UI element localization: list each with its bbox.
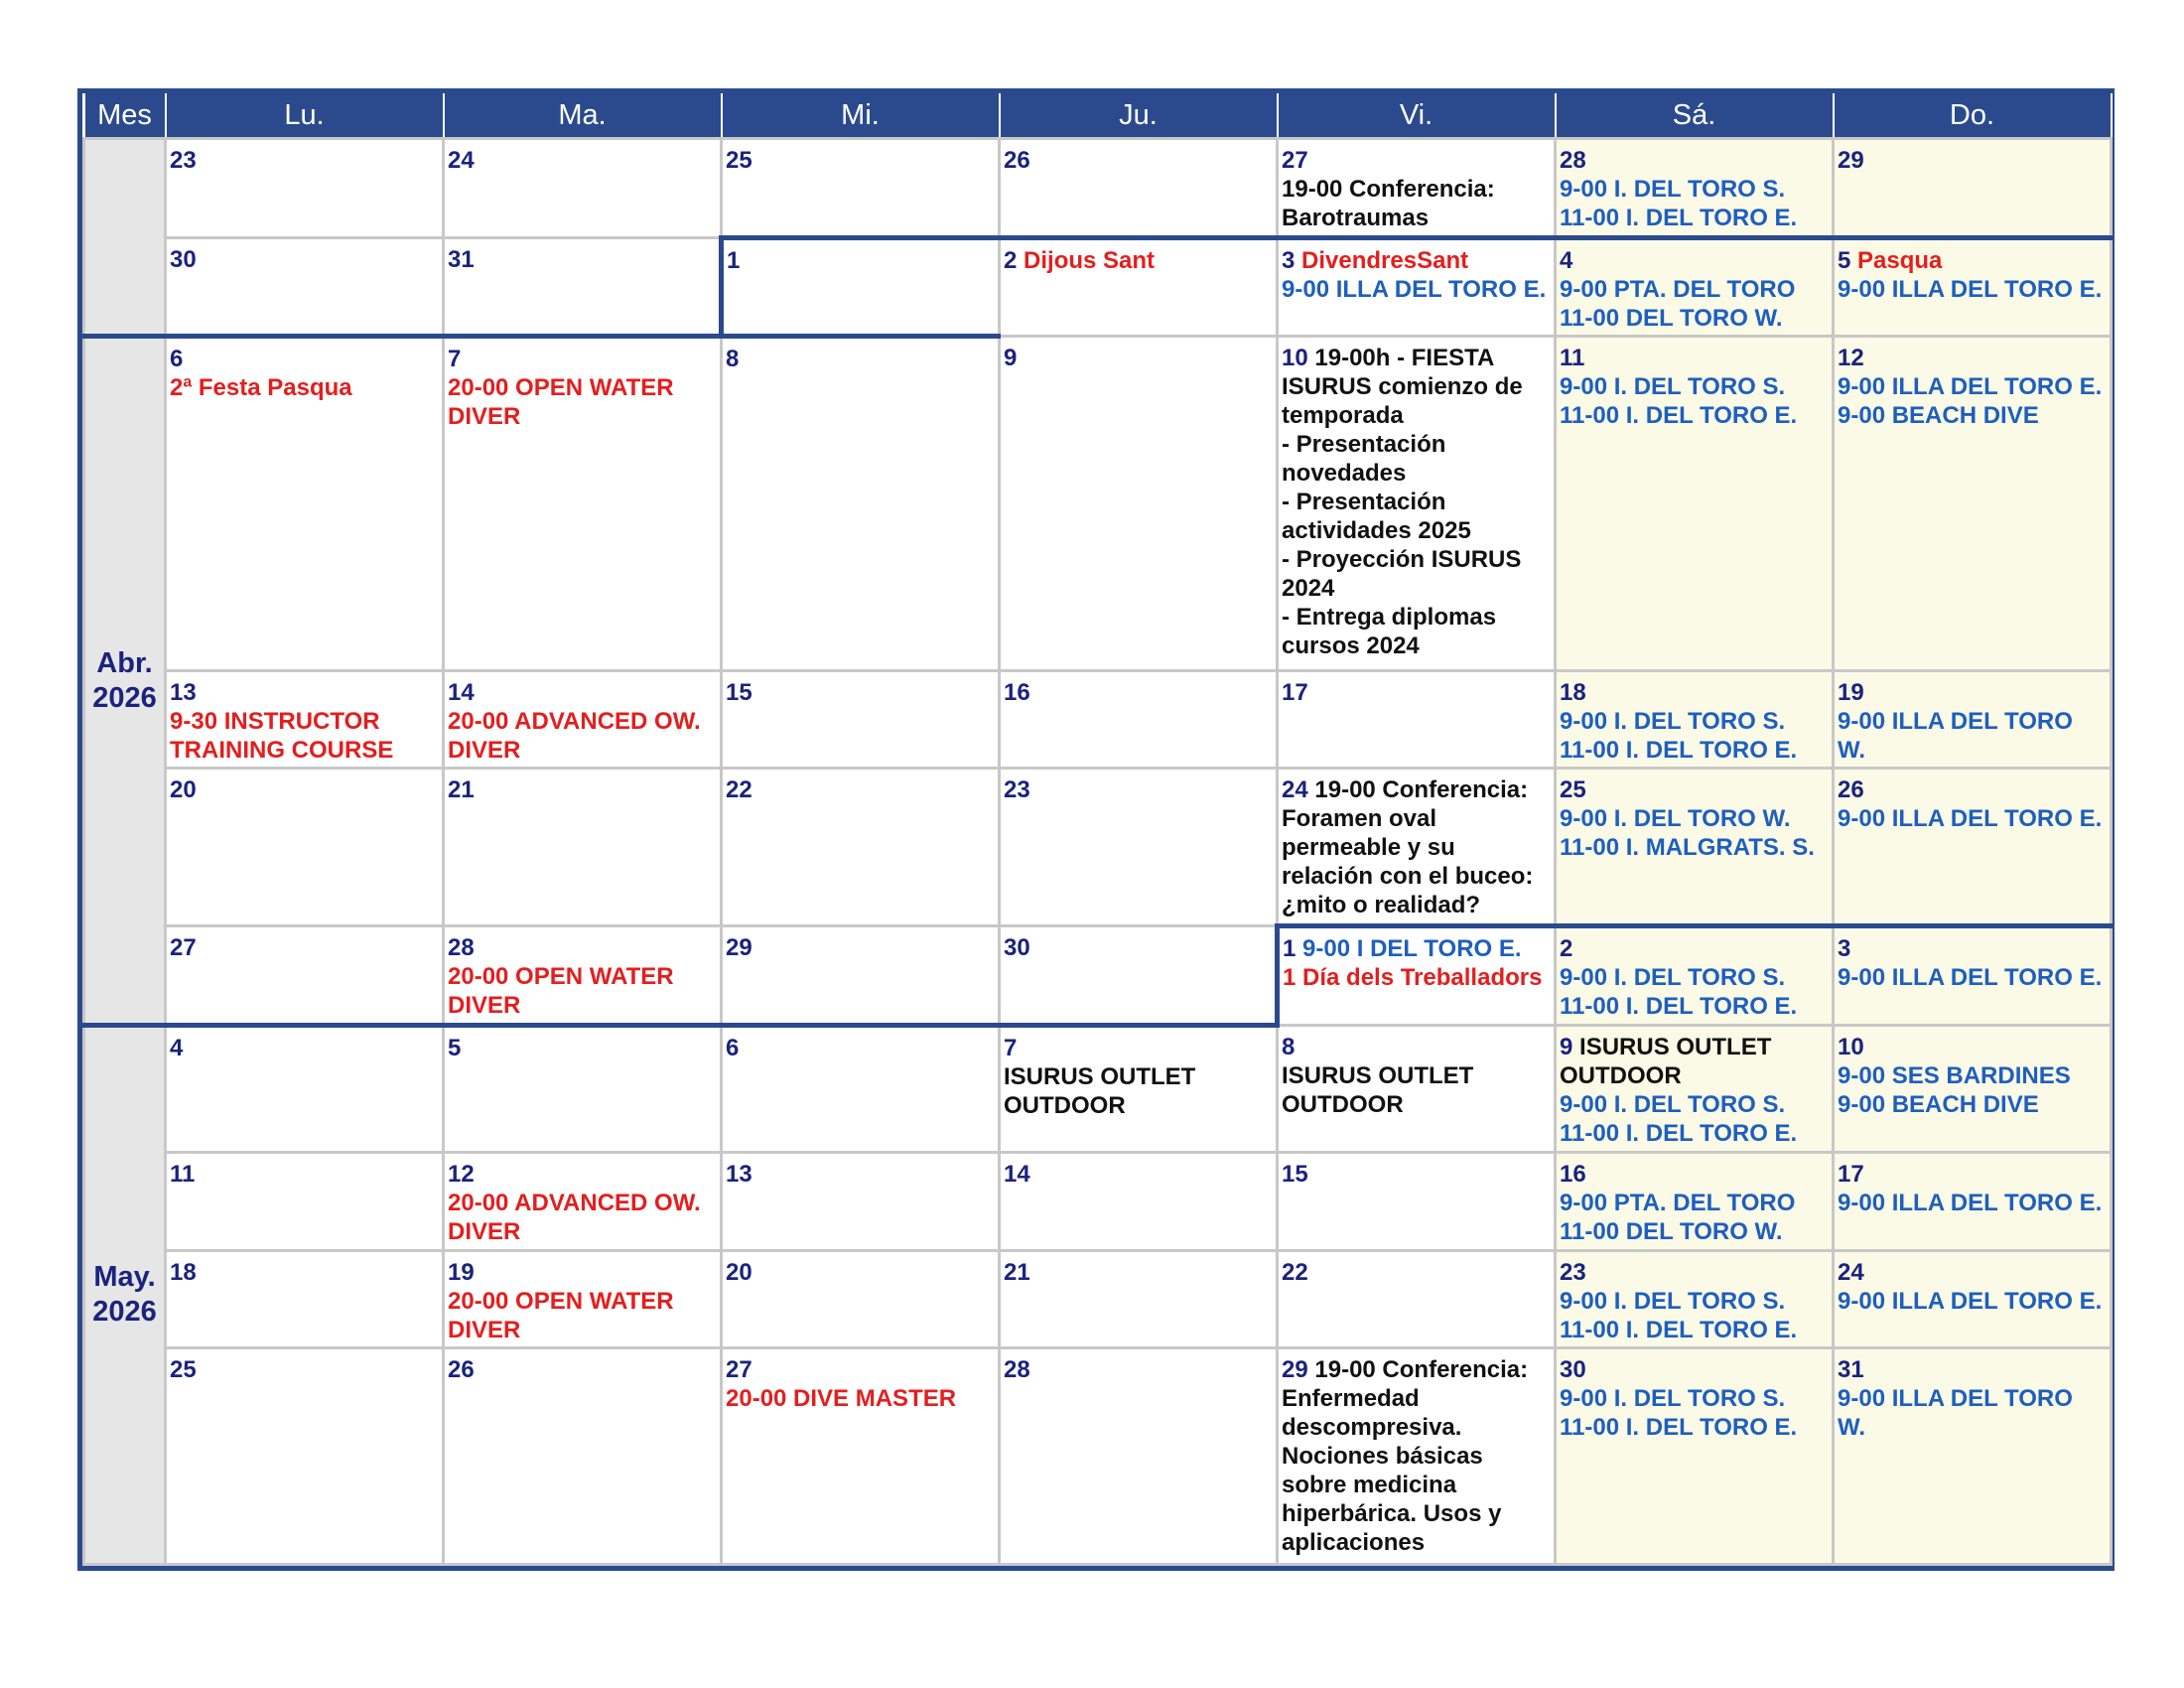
day-number: 25	[726, 147, 752, 174]
week-row	[84, 1025, 2112, 1152]
day-cell[interactable]	[1000, 1348, 1278, 1565]
day-cell[interactable]	[1278, 1250, 1556, 1348]
day-number: 6	[170, 346, 184, 373]
event-line: ISURUS OUTLET OUTDOOR	[1282, 1061, 1474, 1118]
event-line: 11-00 DEL TORO W.	[1560, 1218, 1783, 1246]
day-number: 23	[170, 147, 197, 174]
event-line: 20-00 OPEN WATER DIVER	[448, 963, 674, 1020]
day-number: 5	[448, 1034, 462, 1061]
event-line: 19-00 Conferencia: Barotraumas	[1282, 176, 1495, 231]
day-cell[interactable]	[1556, 237, 1834, 337]
day-cell[interactable]	[166, 769, 444, 926]
week-row	[84, 139, 2112, 238]
event-line: 9-00 I. DEL TORO S.	[1560, 1090, 1786, 1118]
day-cell[interactable]	[444, 337, 722, 671]
month-label-may	[84, 1025, 166, 1564]
day-number: 7	[1004, 1034, 1018, 1061]
day-number: 22	[726, 776, 752, 804]
event-line: 9-00 PTA. DEL TORO	[1560, 1190, 1796, 1217]
day-cell[interactable]	[1000, 1250, 1278, 1348]
event-line: 11-00 I. DEL TORO E.	[1560, 1316, 1798, 1343]
day-cell[interactable]	[1556, 1348, 1834, 1565]
day-cell[interactable]	[1278, 139, 1556, 238]
day-number: 29	[726, 934, 752, 962]
event-inline: 19-00 Conferencia: Enfermedad descompresiva. Nociones básicas sobre medicina hiperbárica. Usos y aplicaciones	[1282, 1356, 1529, 1557]
week-row	[84, 337, 2112, 671]
day-number: 10	[1838, 1033, 1864, 1060]
day-cell[interactable]	[1556, 139, 1834, 238]
day-cell[interactable]	[166, 926, 444, 1026]
event-inline: 9-00 I DEL TORO E.	[1302, 935, 1522, 963]
day-number: 26	[448, 1356, 475, 1384]
day-cell[interactable]	[1834, 926, 2112, 1026]
day-number: 4	[1560, 246, 1573, 274]
day-cell[interactable]	[444, 670, 722, 769]
week-row	[84, 670, 2112, 769]
day-number: 7	[448, 346, 462, 373]
day-cell[interactable]	[1278, 237, 1556, 337]
header-thursday: Ju.	[1000, 93, 1278, 139]
day-cell[interactable]	[722, 926, 1000, 1026]
event-line: 9-00 I. DEL TORO S.	[1560, 707, 1786, 735]
day-number: 29	[1282, 1356, 1308, 1384]
event-inline: Dijous Sant	[1024, 246, 1156, 274]
event-line: 11-00 I. DEL TORO E.	[1560, 1414, 1798, 1442]
event-line: ISURUS OUTLET OUTDOOR	[1004, 1062, 1196, 1119]
day-cell[interactable]	[1278, 926, 1556, 1026]
day-cell[interactable]	[166, 1153, 444, 1251]
day-number: 1	[1283, 935, 1297, 963]
day-number: 26	[1004, 147, 1030, 174]
day-number: 27	[726, 1356, 752, 1384]
event-line: 20-00 OPEN WATER DIVER	[448, 374, 674, 431]
day-number: 25	[1560, 776, 1586, 804]
day-cell[interactable]	[722, 670, 1000, 769]
day-cell[interactable]	[1834, 237, 2112, 337]
event-line: 9-00 I. DEL TORO S.	[1560, 373, 1786, 401]
day-cell[interactable]	[722, 1250, 1000, 1348]
day-number: 4	[170, 1034, 184, 1061]
day-number: 24	[448, 147, 475, 174]
day-number: 29	[1838, 147, 1864, 174]
event-line: 9-00 I. DEL TORO W.	[1560, 805, 1791, 833]
day-number: 15	[726, 678, 752, 706]
header-saturday: Sá.	[1556, 93, 1834, 139]
event-line: 20-00 DIVE MASTER	[726, 1385, 957, 1413]
event-line: 2ª Festa Pasqua	[170, 374, 352, 402]
day-cell[interactable]	[1278, 337, 1556, 671]
header-wednesday: Mi.	[722, 93, 1000, 139]
day-number: 20	[170, 776, 197, 804]
day-number: 1	[727, 246, 741, 274]
day-number: 28	[1560, 147, 1586, 174]
event-line: 1 Día dels Treballadors	[1283, 964, 1543, 992]
day-number: 12	[1838, 345, 1864, 372]
day-number: 28	[448, 934, 475, 962]
day-number: 26	[1838, 776, 1864, 804]
day-cell[interactable]	[166, 670, 444, 769]
day-number: 3	[1282, 246, 1296, 274]
event-line: 20-00 ADVANCED OW. DIVER	[448, 707, 701, 764]
event-line: 11-00 I. DEL TORO E.	[1560, 736, 1798, 764]
day-number: 8	[726, 346, 740, 373]
day-number: 9	[1560, 1033, 1573, 1060]
header-mes: Mes	[84, 93, 166, 139]
day-number: 23	[1004, 776, 1030, 804]
event-line: 9-00 ILLA DEL TORO W.	[1838, 1385, 2073, 1442]
day-cell[interactable]	[1000, 1153, 1278, 1251]
day-cell[interactable]	[1834, 139, 2112, 238]
event-line: 9-00 ILLA DEL TORO E.	[1838, 1190, 2103, 1217]
day-cell[interactable]	[1834, 1153, 2112, 1251]
day-cell[interactable]	[1000, 769, 1278, 926]
event-inline: 19-00h - FIESTA ISURUS comienzo de temporada	[1282, 345, 1523, 430]
day-number: 2	[1560, 935, 1573, 963]
week-row	[84, 237, 2112, 337]
day-number: 20	[726, 1258, 752, 1286]
day-cell[interactable]	[444, 1025, 722, 1152]
day-cell[interactable]	[1000, 337, 1278, 671]
day-cell[interactable]	[166, 1250, 444, 1348]
day-cell[interactable]	[444, 926, 722, 1026]
day-cell[interactable]	[444, 1250, 722, 1348]
month-label-line: May.	[93, 1261, 156, 1294]
day-number: 28	[1004, 1356, 1030, 1384]
day-number: 3	[1838, 935, 1851, 963]
day-cell[interactable]	[166, 139, 444, 238]
week-row	[84, 926, 2112, 1026]
day-cell[interactable]	[1278, 1153, 1556, 1251]
event-line: 11-00 I. DEL TORO E.	[1560, 205, 1798, 231]
day-cell[interactable]	[1834, 337, 2112, 671]
event-line: - Presentación novedades	[1282, 431, 1446, 488]
event-line: 9-00 I. DEL TORO S.	[1560, 1385, 1786, 1413]
day-number: 27	[1282, 147, 1308, 174]
day-cell[interactable]	[1834, 1250, 2112, 1348]
day-cell[interactable]	[1834, 670, 2112, 769]
event-line: 9-00 ILLA DEL TORO E.	[1838, 964, 2103, 992]
day-number: 21	[448, 776, 475, 804]
event-line: 9-00 I. DEL TORO S.	[1560, 176, 1786, 203]
event-line: 11-00 DEL TORO W.	[1560, 304, 1783, 332]
day-cell[interactable]	[1000, 1025, 1278, 1152]
header-tuesday: Ma.	[444, 93, 722, 139]
day-cell[interactable]	[1834, 1025, 2112, 1152]
event-line: - Presentación actividades 2025	[1282, 489, 1471, 545]
event-line: 9-00 ILLA DEL TORO W.	[1838, 707, 2073, 764]
day-cell[interactable]	[444, 237, 722, 337]
day-cell[interactable]	[722, 1153, 1000, 1251]
event-line: 9-00 ILLA DEL TORO E.	[1838, 805, 2103, 833]
day-number: 10	[1282, 345, 1308, 372]
day-cell[interactable]	[1278, 769, 1556, 926]
event-inline: Pasqua	[1857, 246, 1943, 274]
day-number: 11	[170, 1161, 196, 1189]
day-cell[interactable]	[444, 139, 722, 238]
week-row	[84, 769, 2112, 926]
day-cell[interactable]	[166, 1025, 444, 1152]
day-number: 30	[170, 245, 197, 273]
month-label-line: 2026	[92, 681, 157, 714]
day-number: 22	[1282, 1258, 1308, 1286]
month-cell-blank	[84, 139, 166, 337]
day-number: 9	[1004, 345, 1018, 372]
event-line: 9-30 INSTRUCTOR TRAINING COURSE	[170, 707, 394, 764]
event-line: 11-00 I. DEL TORO E.	[1560, 402, 1798, 430]
calendar-table	[82, 93, 2113, 1566]
event-line: 11-00 I. DEL TORO E.	[1560, 1119, 1798, 1147]
day-cell[interactable]	[1556, 1250, 1834, 1348]
event-line: 9-00 I. DEL TORO S.	[1560, 964, 1786, 992]
day-number: 30	[1560, 1356, 1586, 1384]
day-number: 8	[1282, 1033, 1296, 1060]
day-number: 13	[170, 678, 197, 706]
day-cell[interactable]	[1556, 337, 1834, 671]
day-cell[interactable]	[1000, 670, 1278, 769]
day-cell[interactable]	[444, 1348, 722, 1565]
month-label-line: Abr.	[96, 646, 153, 679]
day-cell[interactable]	[1556, 926, 1834, 1026]
day-number: 6	[726, 1034, 740, 1061]
day-number: 5	[1838, 246, 1851, 274]
event-inline: ISURUS OUTLET OUTDOOR	[1560, 1033, 1772, 1089]
event-line: - Entrega diplomas cursos 2024	[1282, 604, 1497, 660]
day-number: 17	[1838, 1161, 1864, 1189]
day-cell[interactable]	[722, 139, 1000, 238]
day-cell[interactable]	[166, 237, 444, 337]
event-line: 9-00 PTA. DEL TORO	[1560, 275, 1796, 303]
day-number: 13	[726, 1161, 752, 1189]
event-line: 9-00 ILLA DEL TORO E.	[1282, 275, 1547, 303]
day-number: 2	[1004, 246, 1018, 274]
day-cell[interactable]	[1000, 237, 1278, 337]
event-line: 9-00 ILLA DEL TORO E.	[1838, 1287, 2103, 1315]
day-number: 27	[170, 934, 197, 962]
day-number: 19	[1838, 678, 1864, 706]
day-number: 16	[1004, 678, 1030, 706]
header-monday: Lu.	[166, 93, 444, 139]
month-label-line: 2026	[92, 1296, 157, 1329]
event-line: 9-00 ILLA DEL TORO E.	[1838, 373, 2103, 401]
day-cell[interactable]	[166, 1348, 444, 1565]
day-cell[interactable]	[722, 1348, 1000, 1565]
day-number: 11	[1560, 345, 1585, 372]
day-cell[interactable]	[1278, 1025, 1556, 1152]
day-cell[interactable]	[1000, 139, 1278, 238]
day-cell[interactable]	[1278, 1348, 1556, 1565]
day-number: 31	[448, 245, 475, 273]
event-line: 20-00 OPEN WATER DIVER	[448, 1287, 674, 1343]
event-line: - Proyección ISURUS 2024	[1282, 546, 1522, 603]
day-cell[interactable]	[1834, 1348, 2112, 1565]
day-cell[interactable]	[1556, 1025, 1834, 1152]
day-number: 17	[1282, 678, 1308, 706]
day-cell[interactable]	[722, 769, 1000, 926]
week-row	[84, 1153, 2112, 1251]
calendar-frame	[77, 88, 2115, 1571]
week-row	[84, 1250, 2112, 1348]
week-row	[84, 1348, 2112, 1565]
day-cell[interactable]	[1556, 670, 1834, 769]
day-number: 12	[448, 1161, 475, 1189]
day-cell[interactable]	[722, 337, 1000, 671]
event-line: 9-00 BEACH DIVE	[1838, 402, 2039, 430]
day-number: 24	[1282, 776, 1308, 804]
event-inline: DivendresSant	[1301, 246, 1469, 274]
event-line: 9-00 BEACH DIVE	[1838, 1090, 2039, 1118]
day-cell[interactable]	[722, 237, 1000, 337]
day-number: 18	[1560, 678, 1586, 706]
day-cell[interactable]	[1278, 670, 1556, 769]
event-line: 20-00 ADVANCED OW. DIVER	[448, 1190, 701, 1246]
day-cell[interactable]	[444, 1153, 722, 1251]
header-sunday: Do.	[1834, 93, 2112, 139]
event-line: 9-00 SES BARDINES	[1838, 1061, 2071, 1089]
event-line: 11-00 I. DEL TORO E.	[1560, 993, 1798, 1021]
event-inline: 19-00 Conferencia: Foramen oval permeable y su relación con el buceo: ¿mito o realidad?	[1282, 776, 1534, 919]
day-number: 16	[1560, 1161, 1586, 1189]
header-friday: Vi.	[1278, 93, 1556, 139]
day-number: 30	[1004, 934, 1030, 962]
month-label-abr	[84, 337, 166, 1026]
day-cell[interactable]	[722, 1025, 1000, 1152]
day-number: 18	[170, 1258, 197, 1286]
day-number: 24	[1838, 1258, 1864, 1286]
day-number: 31	[1838, 1356, 1864, 1384]
day-number: 19	[448, 1258, 475, 1286]
day-cell[interactable]	[166, 337, 444, 671]
event-line: 9-00 I. DEL TORO S.	[1560, 1287, 1786, 1315]
day-cell[interactable]	[1834, 769, 2112, 926]
day-cell[interactable]	[1000, 926, 1278, 1026]
day-number: 14	[448, 678, 475, 706]
event-line: 9-00 ILLA DEL TORO E.	[1838, 275, 2103, 303]
day-cell[interactable]	[1556, 1153, 1834, 1251]
event-line: 11-00 I. MALGRATS. S.	[1560, 834, 1815, 862]
day-cell[interactable]	[1556, 769, 1834, 926]
day-number: 21	[1004, 1258, 1030, 1286]
day-number: 15	[1282, 1161, 1308, 1189]
day-number: 23	[1560, 1258, 1586, 1286]
day-number: 14	[1004, 1161, 1030, 1189]
header-row	[84, 93, 2112, 139]
day-number: 25	[170, 1356, 197, 1384]
day-cell[interactable]	[444, 769, 722, 926]
